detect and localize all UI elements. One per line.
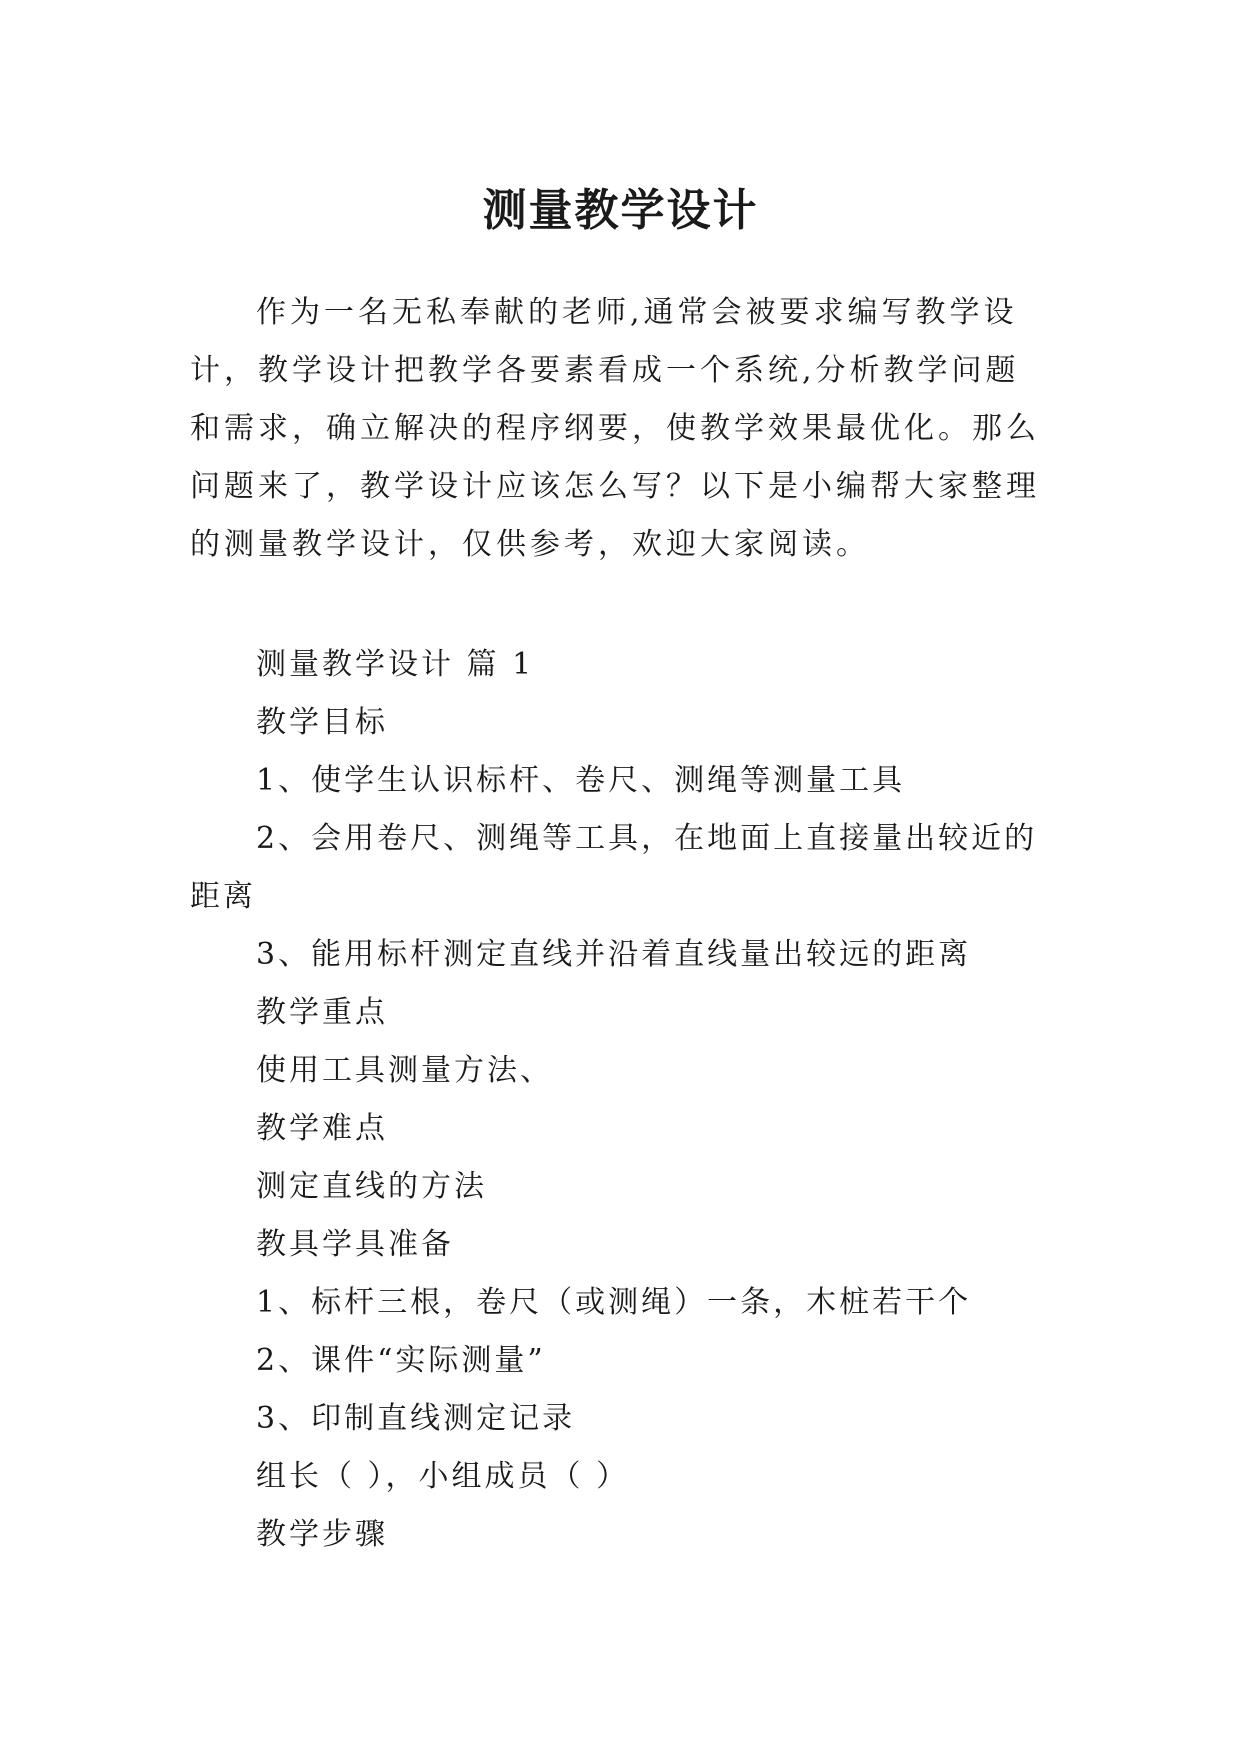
heading-difficulties: 教学难点 (256, 1111, 388, 1146)
text-line: 组长（ ），小组成员（ ） (256, 1459, 630, 1494)
list-item: 1、标杆三根，卷尺（或测绳）一条，木桩若干个 (256, 1285, 972, 1320)
list-item: 2、课件“实际测量” (256, 1343, 546, 1378)
heading-materials: 教具学具准备 (256, 1227, 454, 1262)
text-line: 测定直线的方法 (256, 1169, 487, 1204)
list-item: 1、使学生认识标杆、卷尺、测绳等测量工具 (256, 763, 906, 798)
list-item: 2、会用卷尺、测绳等工具，在地面上直接量出较近的距离 (190, 821, 1038, 914)
section-heading: 测量教学设计 篇 1 (256, 647, 535, 682)
list-item: 3、印制直线测定记录 (256, 1401, 576, 1436)
intro-paragraph: 作为一名无私奉献的老师,通常会被要求编写教学设计，教学设计把教学各要素看成一个系统,分析教学问题和需求，确立解决的程序纲要，使教学效果最优化。那么问题来了，教学设计应该怎么写？以下是小编帮大家整理的测量教学设计，仅供参考，欢迎大家阅读。 (190, 295, 1040, 562)
heading-steps: 教学步骤 (256, 1517, 388, 1552)
document-body (190, 636, 1052, 1564)
heading-objectives: 教学目标 (256, 705, 388, 740)
heading-key-points: 教学重点 (256, 995, 388, 1030)
document-title: 测量教学设计 (482, 185, 759, 237)
text-line: 使用工具测量方法、 (256, 1053, 553, 1088)
list-item: 3、能用标杆测定直线并沿着直线量出较远的距离 (256, 937, 972, 972)
